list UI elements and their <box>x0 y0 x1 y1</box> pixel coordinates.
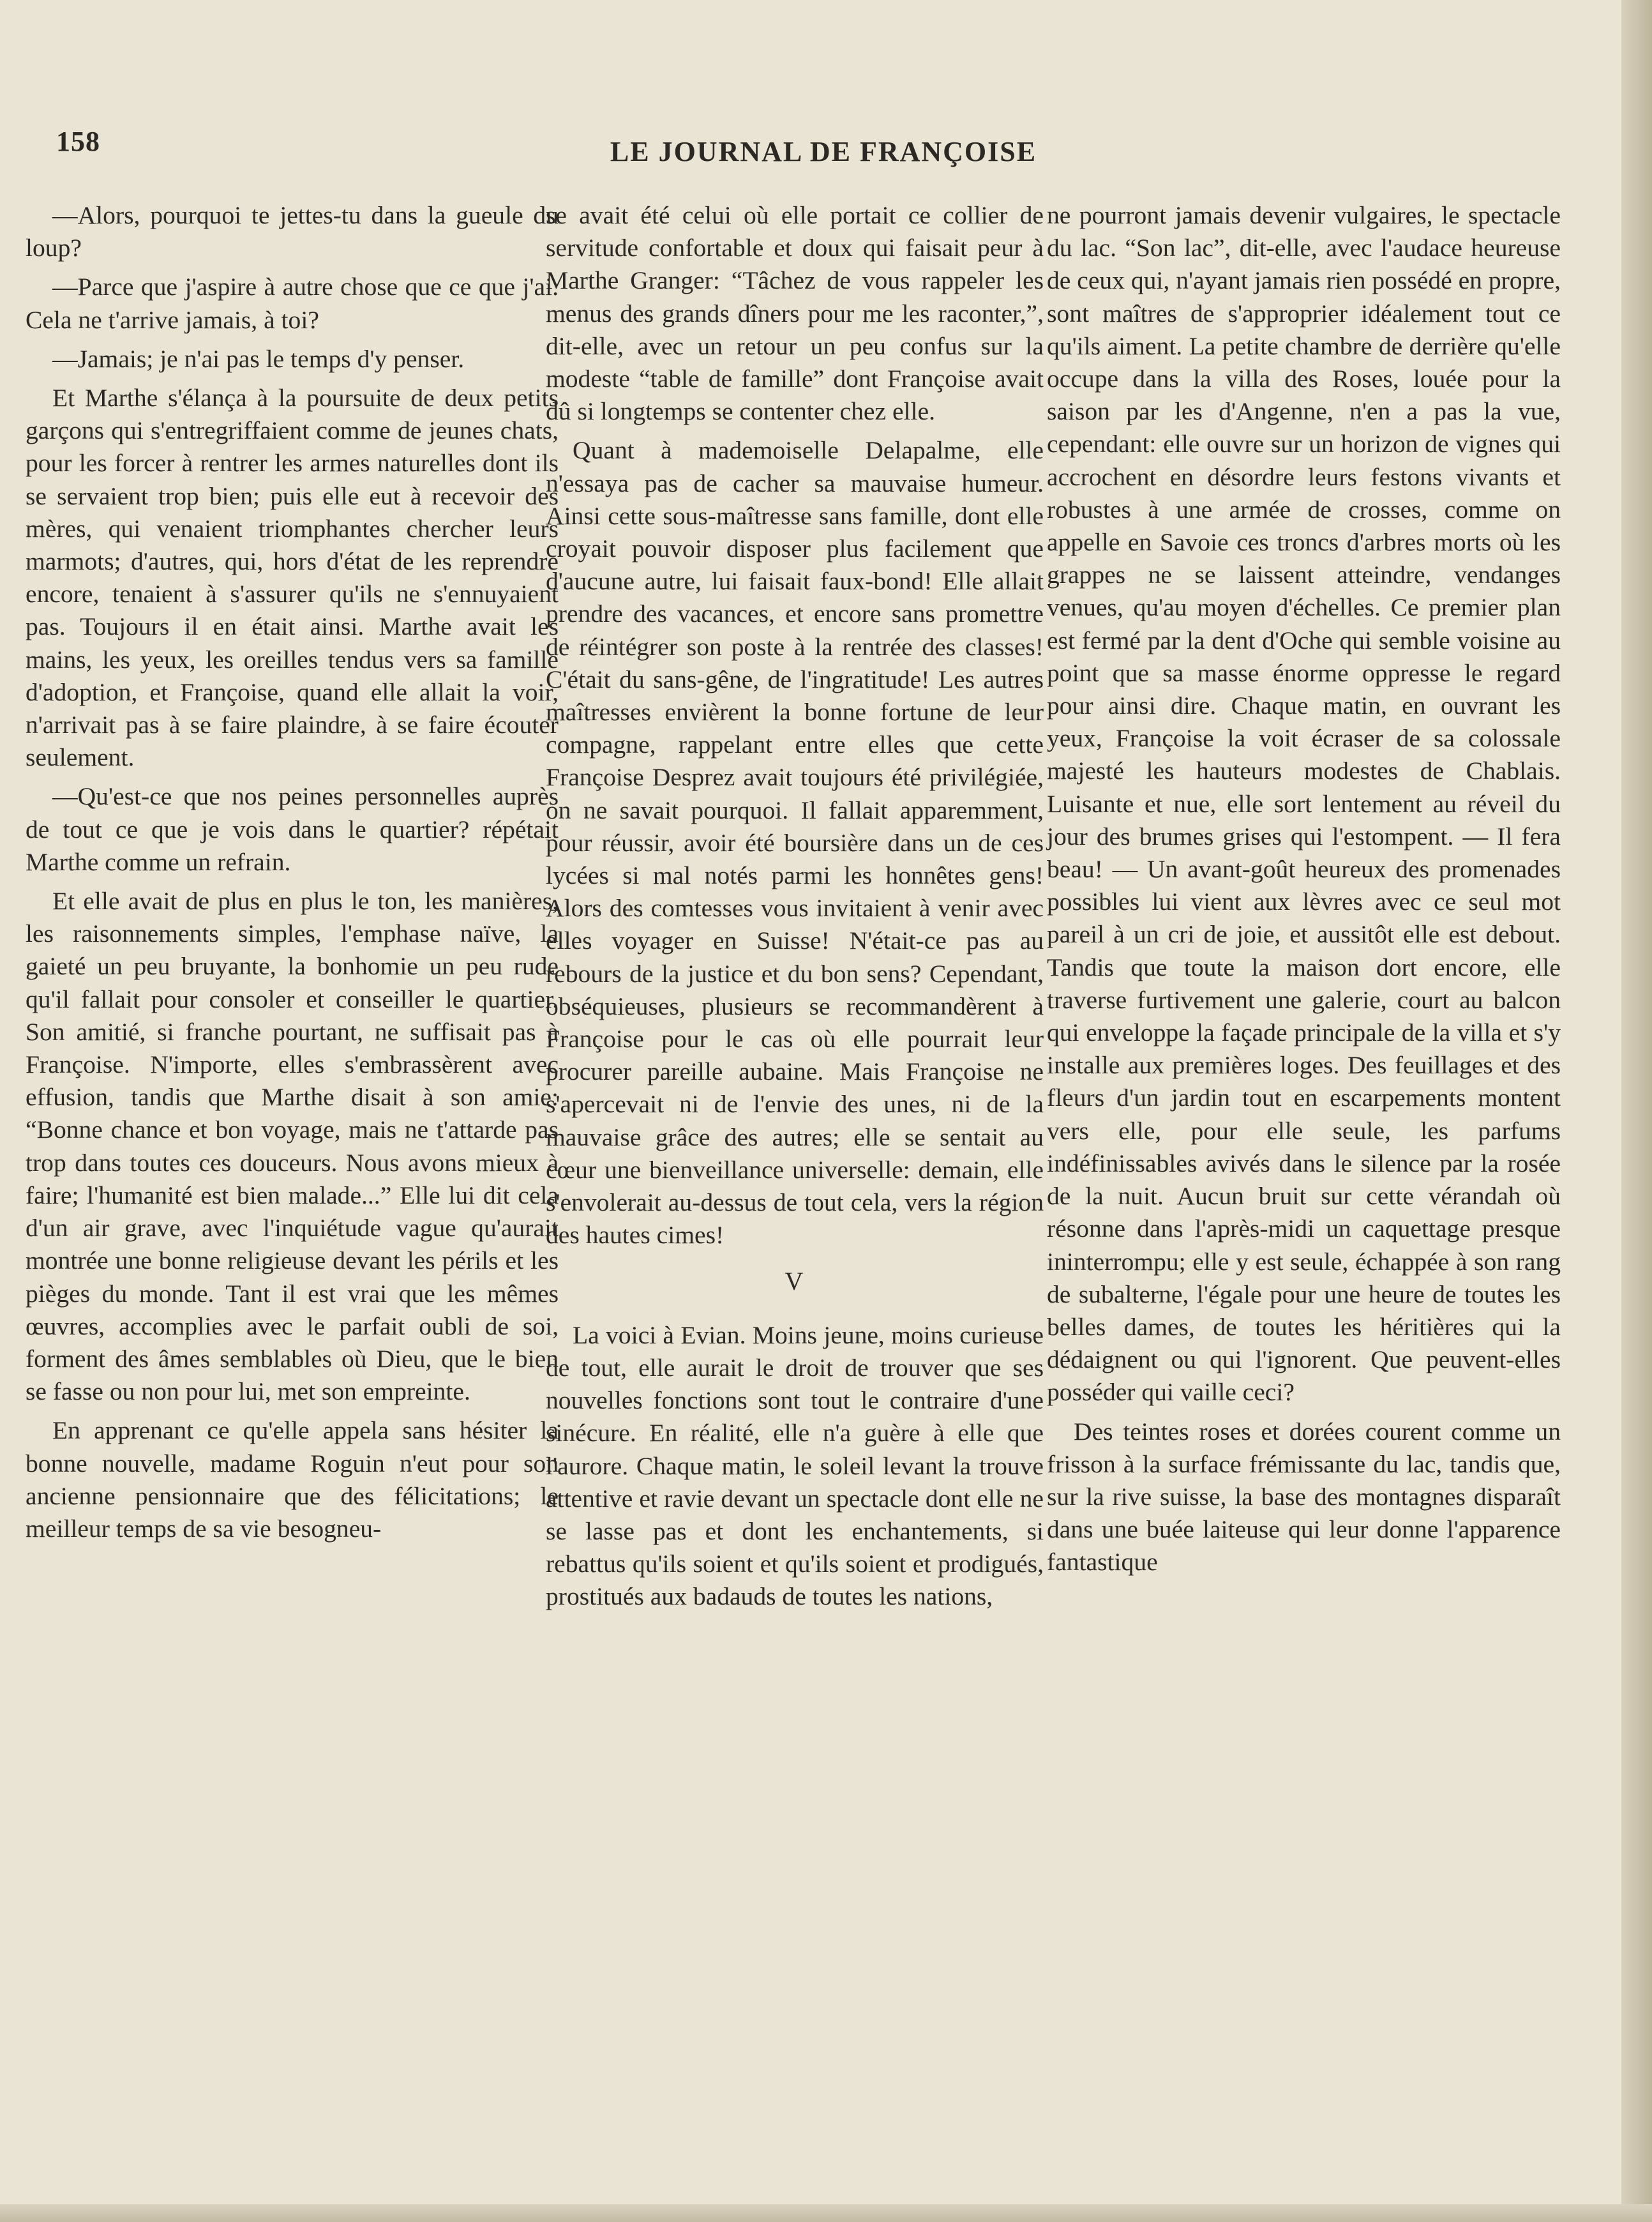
paragraph: —Jamais; je n'ai pas le temps d'y penser. <box>52 344 465 373</box>
paragraph: Et Marthe s'élança à la poursuite de deux petits garçons qui s'entregriffaient comme de jeunes chats, pour les forcer à rentrer les armes naturelles dont ils se servaient trop bien; puis elle eut à recevoir des mères, qui venaient triomphantes chercher leurs marmots; d'autres, qui, hors d'état de les reprendre encore, tenaient à s'assurer qu'ils ne s'ennuyaient pas. Toujours il en était ainsi. Marthe avait les mains, les yeux, les oreilles tendus vers sa famille d'adoption, et Françoise, quand elle allait la voir, n'arrivait pas à se faire plaindre, à se faire écouter seulement. <box>26 384 559 772</box>
section-heading: V <box>785 1266 805 1296</box>
paragraph: Des teintes roses et dorées courent comme un frisson à la surface frémissante du lac, tandis que, sur la rive suisse, la base des montagnes disparaît dans une buée laiteuse qui leur donne l'apparence fantastique <box>1047 1417 1561 1576</box>
text-column-3 <box>1047 199 1561 1585</box>
running-head: LE JOURNAL DE FRANÇOISE <box>610 136 1037 167</box>
text-column-2 <box>546 199 1044 1620</box>
paragraph: Quant à mademoiselle Delapalme, elle n'essaya pas de cacher sa mauvaise humeur. Ainsi cette sous-maîtresse sans famille, dont elle croyait pouvoir disposer plus facilement que d'aucune autre, lui faisait faux-bond! Elle allait prendre des vacances, et encore sans promettre de réintégrer son poste à la rentrée des classes! C'était du sans-gêne, de l'ingratitude! Les autres maîtresses envièrent la bonne fortune de leur compagne, rappelant entre elles que cette Françoise Desprez avait toujours été privilégiée, on ne savait pourquoi. Il fallait apparemment, pour réussir, avoir été boursière dans un de ces lycées si mal notés parmi les honnêtes gens! Alors des comtesses vous invitaient à venir avec elles voyager en Suisse! N'était-ce pas au rebours de la justice et du bon sens? Cependant, obséquieuses, plusieurs se recommandèrent à Françoise pour le cas où elle pourrait leur procurer pareille aubaine. Mais Françoise ne s'apercevait ni de l'envie des unes, ni de la mauvaise grâce des autres; elle se sentait au cœur une bienveillance universelle: demain, elle s'envolerait au-dessus de tout cela, vers la région des hautes cimes! <box>546 436 1044 1250</box>
paragraph: En apprenant ce qu'elle appela sans hésiter la bonne nouvelle, madame Roguin n'eut pour son ancienne pensionnaire que des félicitations; le meilleur temps de sa vie besogneu- <box>26 1416 559 1543</box>
paragraph: —Qu'est-ce que nos peines personnelles auprès de tout ce que je vois dans le quartier? répétait Marthe comme un refrain. <box>26 782 559 876</box>
paragraph: Et elle avait de plus en plus le ton, les manières, les raisonnements simples, l'emphase naïve, la gaieté un peu bruyante, la bonhomie un peu rude qu'il fallait pour consoler et conseiller le quartier. Son amitié, si franche pourtant, ne suffisait pas à Françoise. N'importe, elles s'embrassèrent avec effusion, tandis que Marthe disait à son amie: “Bonne chance et bon voyage, mais ne t'attarde pas trop dans toutes ces douceurs. Nous avons mieux à faire; l'humanité est bien malade...” Elle lui dit cela d'un air grave, avec l'inquiétude vague qu'aurait montrée une bonne religieuse devant les périls et les pièges du monde. Tant il est vrai que les mêmes œuvres, accomplies avec le parfait oubli de soi, forment des âmes semblables où Dieu, que le bien se fasse ou non pour lui, met son empreinte. <box>26 887 559 1406</box>
paragraph: —Alors, pourquoi te jettes-tu dans la gueule du loup? <box>26 201 559 262</box>
page-edge-right <box>1621 0 1652 2222</box>
page-number: 158 <box>56 126 100 157</box>
text-column-1 <box>26 199 559 1552</box>
paragraph: —Parce que j'aspire à autre chose que ce que j'ai. Cela ne t'arrive jamais, à toi? <box>26 273 559 334</box>
paragraph: La voici à Evian. Moins jeune, moins curieuse de tout, elle aurait le droit de trouver que ses nouvelles fonctions sont tout le contraire d'une sinécure. En réalité, elle n'a guère à elle que l'aurore. Chaque matin, le soleil levant la trouve attentive et ravie devant un spectacle dont elle ne se lasse pas et dont les enchantements, si rebattus qu'ils soient et qu'ils soient et prodigués, prostitués aux badauds de toutes les nations, <box>546 1320 1044 1611</box>
page-edge-bottom <box>0 2204 1652 2222</box>
paragraph: se avait été celui où elle portait ce collier de servitude confortable et doux qui faisait peur à Marthe Granger: “Tâchez de vous rappeler les menus des grands dîners pour me les raconter,”, dit-elle, avec un retour un peu confus sur la modeste “table de famille” dont Françoise avait dû si longtemps se contenter chez elle. <box>546 201 1044 426</box>
paragraph: ne pourront jamais devenir vulgaires, le spectacle du lac. “Son lac”, dit-elle, avec l'audace heureuse de ceux qui, n'ayant jamais rien possédé en propre, sont maîtres de s'approprier idéalement tout ce qu'ils aiment. La petite chambre de derrière qu'elle occupe dans la villa des Roses, louée pour la saison par les d'Angenne, n'en a pas la vue, cependant: elle ouvre sur un horizon de vignes qui accrochent en désordre leurs festons vivants et robustes à une armée de crosses, comme on appelle en Savoie ces troncs d'arbres morts où les grappes ne se laissent atteindre, vendanges venues, qu'au moyen d'échelles. Ce premier plan est fermé par la dent d'Oche qui semble voisine au point que sa masse énorme oppresse le regard pour ainsi dire. Chaque matin, en ouvrant les yeux, Françoise la voit écraser de sa colossale majesté les hauteurs modestes de Chablais. Luisante et nue, elle sort lentement au réveil du jour des brumes grises qui l'estompent. — Il fera beau! — Un avant-goût heureux des promenades possibles lui vient aux lèvres avec ce seul mot pareil à un cri de joie, et aussitôt elle est debout. Tandis que toute la maison dort encore, elle traverse furtivement une galerie, court au balcon qui enveloppe la façade principale de la villa et s'y installe aux premières loges. Des feuillages et des fleurs d'un jardin tout en escarpements montent vers elle, pour elle seule, les parfums indéfinissables avivés dans le silence par la rosée de la nuit. Aucun bruit sur cette vérandah où résonne dans l'après-midi un caquettage presque ininterrompu; elle y est seule, échappée à son rang de subalterne, l'égale pour une heure de toutes les belles dames, de toutes les héritières qui la dédaignent ou qui l'ignorent. Que peuvent-elles posséder qui vaille ceci? <box>1047 201 1561 1407</box>
